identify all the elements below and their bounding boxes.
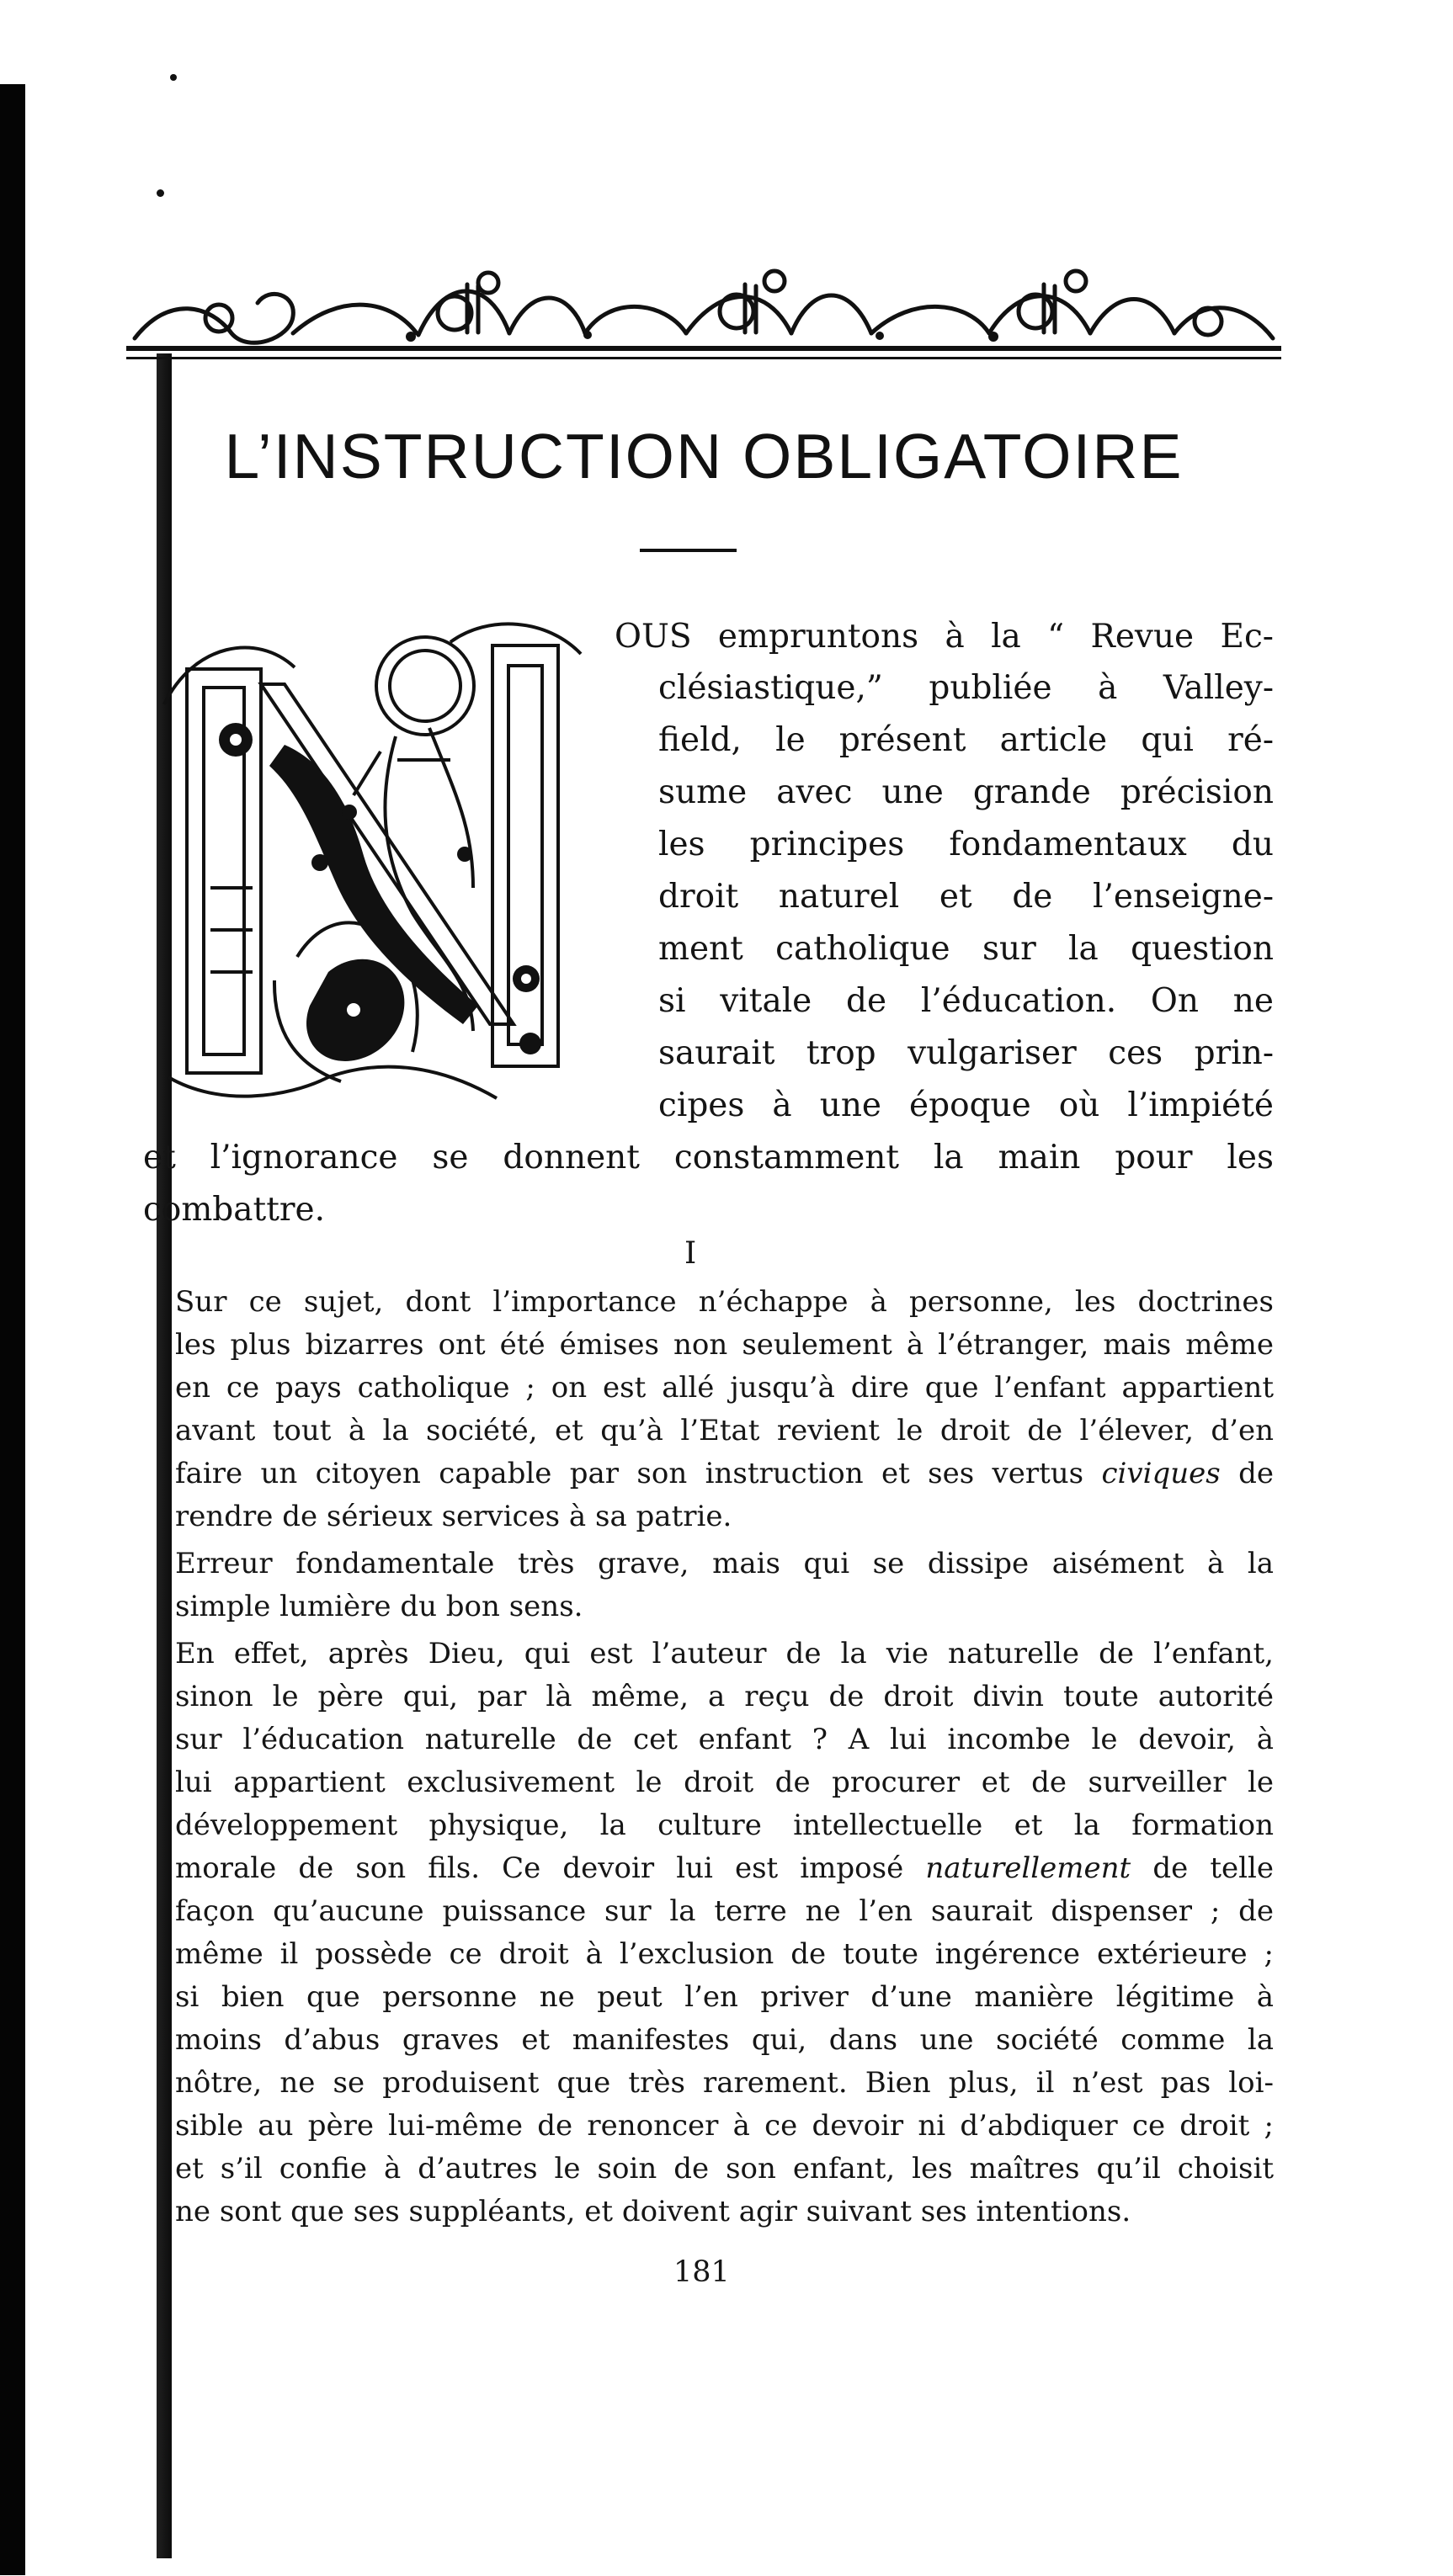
emphasis-naturellement: naturellement — [925, 1851, 1131, 1885]
intro-line: et l’ignorance se donnent constamment la main pour les — [143, 1139, 1274, 1176]
drop-cap-letter: N — [143, 610, 144, 611]
paragraph-line: En effet, après Dieu, qui est l’auteur de la vie naturelle de l’enfant, — [175, 1637, 1274, 1670]
intro-line: les principes fondamentaux du — [658, 826, 1274, 863]
intro-line: cipes à une époque où l’impiété — [658, 1086, 1274, 1124]
paragraph-line: morale de son fils. Ce devoir lui est imposé naturellement de telle — [175, 1851, 1274, 1885]
ornamental-header-icon — [126, 252, 1281, 362]
paragraph-line: sible au père lui-même de renoncer à ce devoir ni d’abdiquer ce droit ; — [175, 2109, 1274, 2143]
paragraph-line: avant tout à la société, et qu’à l’Etat revient le droit de l’élever, d’en — [175, 1414, 1274, 1447]
intro-line: saurait trop vulgariser ces prin- — [658, 1034, 1274, 1072]
paragraph-line: façon qu’aucune puissance sur la terre ne l’en saurait dispenser ; de — [175, 1894, 1274, 1928]
intro-line: field, le présent article qui ré- — [658, 721, 1274, 759]
intro-line: si vitale de l’éducation. On ne — [658, 982, 1274, 1020]
illuminated-letter-n-icon — [143, 610, 615, 1115]
emphasis-civiques: civiques — [1101, 1457, 1221, 1490]
paragraph-line: lui appartient exclusivement le droit de procurer et de surveiller le — [175, 1766, 1274, 1799]
paragraph-line: sinon le père qui, par là même, a reçu de droit divin toute autorité — [175, 1680, 1274, 1713]
paragraph-line: Erreur fondamentale très grave, mais qui se dissipe aisément à la — [175, 1547, 1274, 1580]
title-divider — [640, 549, 737, 552]
intro-line: OUS empruntons à la “ Revue Ec- — [615, 618, 1274, 656]
section-number: I — [684, 1236, 697, 1271]
paragraph-line: ne sont que ses suppléants, et doivent agir suivant ses intentions. — [175, 2195, 1131, 2228]
paragraph-line: Sur ce sujet, dont l’importance n’échappe à personne, les doctrines — [175, 1285, 1274, 1319]
paragraph-line: rendre de sérieux services à sa patrie. — [175, 1500, 732, 1533]
paragraph-line: les plus bizarres ont été émises non seulement à l’étranger, mais même — [175, 1328, 1274, 1362]
paragraph-line: simple lumière du bon sens. — [175, 1590, 583, 1623]
intro-line: clésiastique,” publiée à Valley- — [658, 669, 1274, 707]
paragraph-line: et s’il confie à d’autres le soin de son enfant, les maîtres qu’il choisit — [175, 2152, 1274, 2186]
paragraph-line: sur l’éducation naturelle de cet enfant ? A lui incombe le devoir, à — [175, 1723, 1274, 1756]
intro-line: ment catholique sur la question — [658, 930, 1274, 968]
article-title: L’INSTRUCTION OBLIGATOIRE — [224, 421, 1184, 491]
book-binding-shadow — [0, 84, 25, 2575]
paragraph-line: en ce pays catholique ; on est allé jusqu’à dire que l’enfant appartient — [175, 1371, 1274, 1405]
paragraph-line: nôtre, ne se produisent que très rarement. Bien plus, il n’est pas loi- — [175, 2066, 1274, 2100]
paragraph-line: si bien que personne ne peut l’en priver d’une manière légitime à — [175, 1980, 1274, 2014]
scan-speck — [170, 74, 177, 81]
paragraph-line: moins d’abus graves et manifestes qui, dans une société comme la — [175, 2023, 1274, 2057]
paragraph-line: développement physique, la culture intellectuelle et la formation — [175, 1809, 1274, 1842]
intro-line: sume avec une grande précision — [658, 773, 1274, 811]
scan-speck — [157, 189, 164, 197]
paragraph-line: faire un citoyen capable par son instruction et ses vertus civiques de — [175, 1457, 1274, 1490]
page-number: 181 — [673, 2255, 730, 2289]
intro-line: combattre. — [143, 1191, 325, 1229]
intro-line: droit naturel et de l’enseigne- — [658, 878, 1274, 916]
paragraph-line: même il possède ce droit à l’exclusion de toute ingérence extérieure ; — [175, 1937, 1274, 1971]
